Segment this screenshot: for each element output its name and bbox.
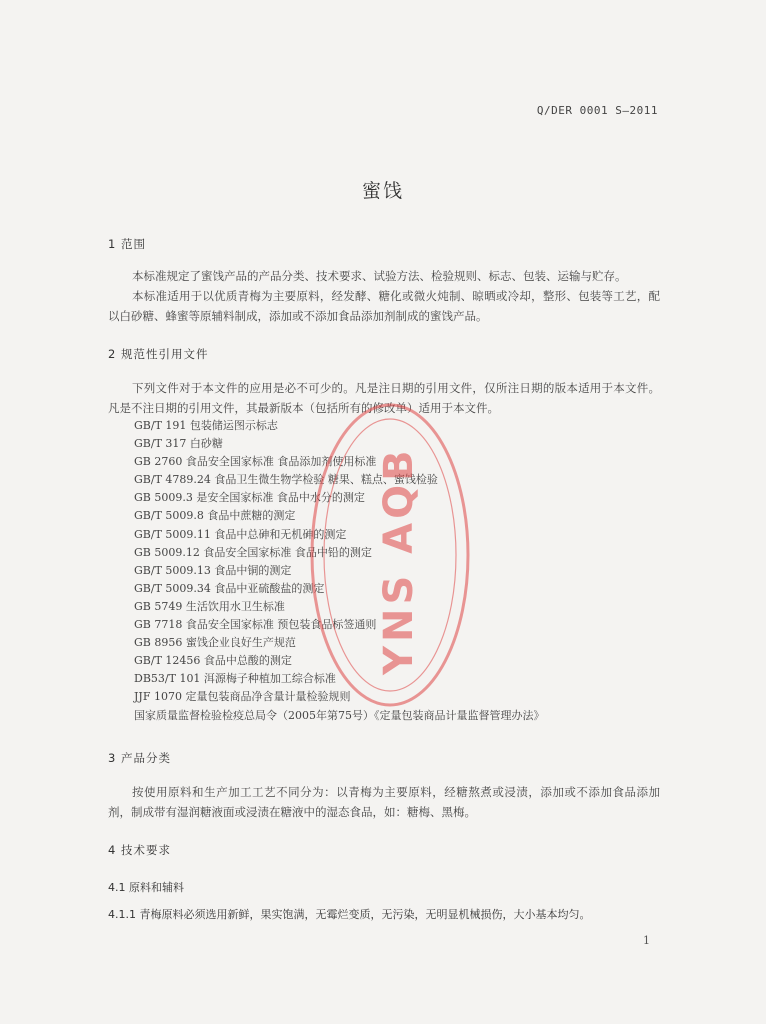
svg-text:YNS AQB: YNS AQB bbox=[376, 446, 422, 675]
reference-item: GB 8956 蜜饯企业良好生产规范 bbox=[134, 636, 296, 650]
reference-item: GB 7718 食品安全国家标准 预包装食品标签通则 bbox=[134, 618, 377, 632]
subsection-heading-materials: 4.1 原料和辅料 bbox=[108, 881, 184, 894]
reference-item: GB/T 5009.13 食品中铜的测定 bbox=[134, 563, 292, 577]
reference-item: GB/T 5009.11 食品中总砷和无机砷的测定 bbox=[134, 527, 347, 541]
official-seal-stamp bbox=[300, 385, 480, 725]
reference-item: GB/T 191 包装储运图示标志 bbox=[134, 419, 278, 432]
reference-item: GB/T 12456 食品中总酸的测定 bbox=[134, 654, 292, 668]
reference-item: GB 2760 食品安全国家标准 食品添加剂使用标准 bbox=[134, 455, 377, 469]
scope-paragraph-2: 本标准适用于以优质青梅为主要原料，经发酵、糖化或微火炖制、晾晒或冷却，整形、包装等工艺，配以白砂糖、蜂蜜等原辅料制成，添加或不添加食品添加剂制成的蜜饯产品。 bbox=[108, 289, 660, 323]
references-intro: 下列文件对于本文件的应用是必不可少的。凡是注日期的引用文件，仅所注日期的版本适用于本文件。凡是不注日期的引用文件，其最新版本（包括所有的修改单）适用于本文件。 bbox=[108, 381, 660, 415]
standard-code: Q/DER 0001 S—2011 bbox=[536, 104, 658, 117]
reference-item: DB53/T 101 洱源梅子种植加工综合标准 bbox=[134, 672, 336, 686]
page-number: 1 bbox=[643, 934, 650, 947]
reference-item: GB/T 4789.24 食品卫生微生物学检验 糖果、糕点、蜜饯检验 bbox=[134, 473, 438, 487]
reference-item: JJF 1070 定量包装商品净含量计量检验规则 bbox=[134, 690, 351, 704]
section-heading-technical: 4 技术要求 bbox=[108, 843, 171, 857]
section-heading-classification: 3 产品分类 bbox=[108, 751, 171, 765]
reference-item: GB/T 5009.8 食品中蔗糖的测定 bbox=[134, 509, 296, 523]
scope-paragraph-1: 本标准规定了蜜饯产品的产品分类、技术要求、试验方法、检验规则、标志、包装、运输与贮存。 bbox=[132, 269, 627, 283]
reference-item: GB/T 317 白砂糖 bbox=[134, 437, 223, 451]
section-heading-references: 2 规范性引用文件 bbox=[108, 347, 209, 361]
document-title: 蜜饯 bbox=[361, 180, 404, 202]
section-heading-scope: 1 范围 bbox=[108, 237, 146, 251]
reference-item: GB 5749 生活饮用水卫生标准 bbox=[134, 599, 285, 613]
reference-item: GB 5009.3 是安全国家标准 食品中水分的测定 bbox=[134, 491, 365, 505]
classification-paragraph: 按使用原料和生产加工工艺不同分为：以青梅为主要原料，经糖熬煮或浸渍，添加或不添加食品添加剂，制成带有湿润糖液面或浸渍在糖液中的湿态食品，如：糖梅、黑梅。 bbox=[108, 785, 660, 819]
clause-4-1-1: 4.1.1 青梅原料必须选用新鲜，果实饱满，无霉烂变质，无污染，无明显机械损伤，大小基本均匀。 bbox=[108, 908, 591, 921]
reference-item: GB 5009.12 食品安全国家标准 食品中铅的测定 bbox=[134, 545, 372, 559]
reference-item: 国家质量监督检验检疫总局令（2005年第75号）《定量包装商品计量监督管理办法》 bbox=[134, 708, 545, 722]
reference-item: GB/T 5009.34 食品中亚硫酸盐的测定 bbox=[134, 581, 325, 595]
